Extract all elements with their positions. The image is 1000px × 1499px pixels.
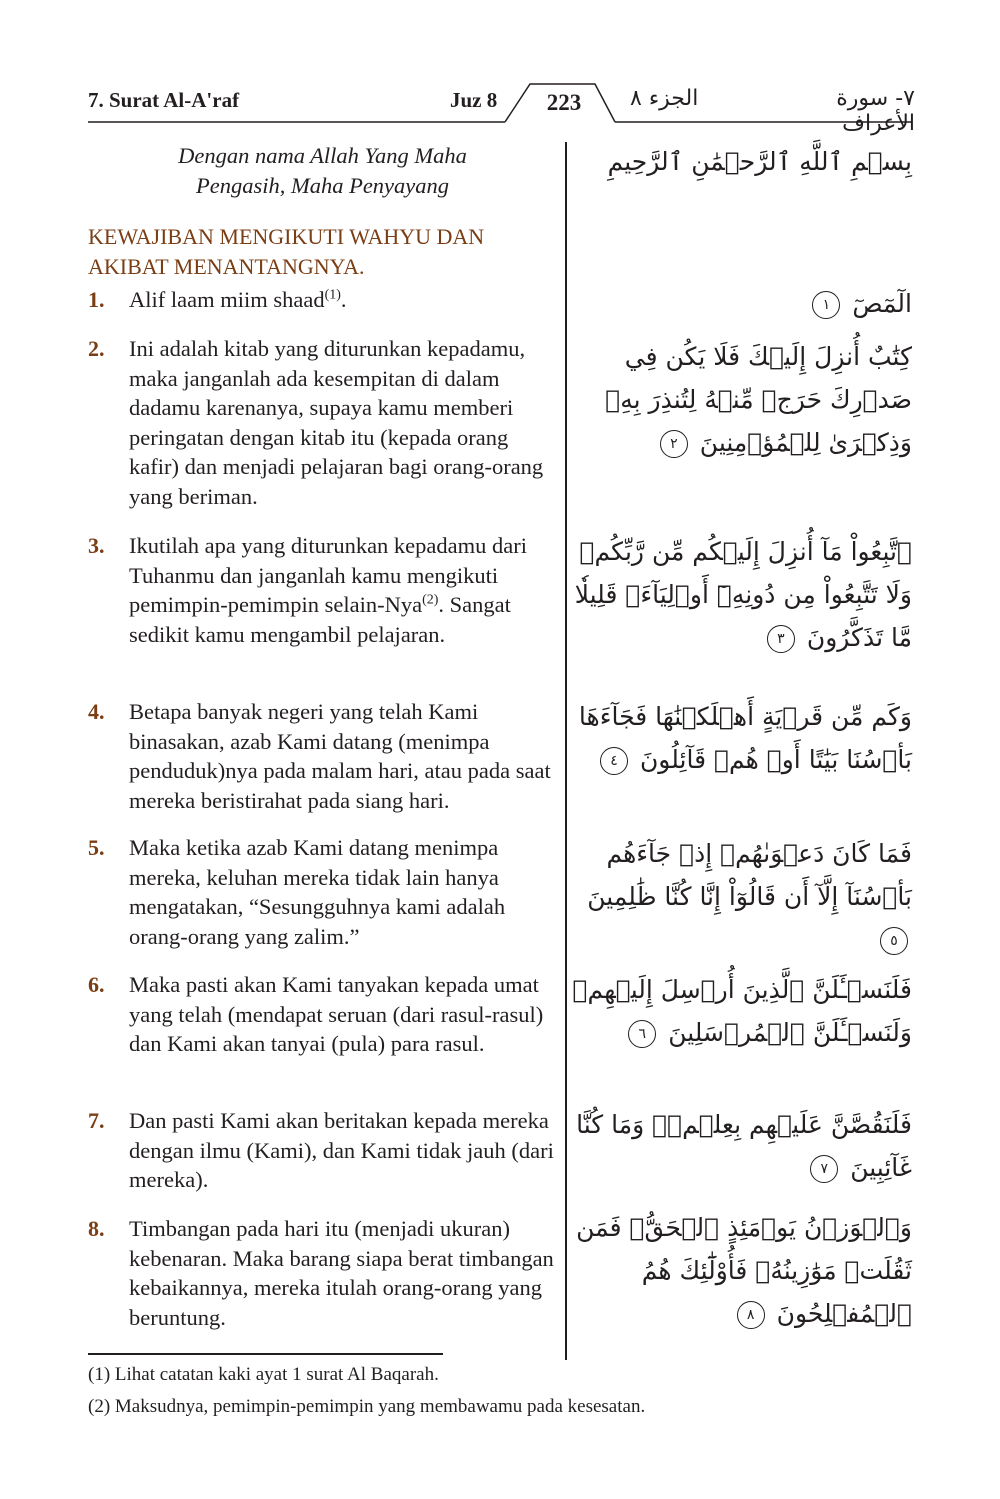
verse-arabic [572,282,912,325]
verse-text-after: . [340,287,347,312]
verse-text-after: . Sangat sedikit kamu mengambil pelajaran. [129,592,511,647]
section-title: KEWAJIBAN MENGIKUTI WAHYU DAN AKIBAT MENANTANGNYA. [88,224,485,279]
footnote-ref[interactable]: (1) [324,287,341,303]
header-surah-arabic: ٧- سورة الأعراف [836,86,915,136]
arabic-text: كِتَٰبٌ أُنزِلَ إِلَيۡكَ فَلَا يَكُن فِي صَدۡرِكَ حَرَجٞ مِّنۡهُ لِتُنذِرَ بِهِۦ وَذِكۡرَىٰ لِلۡمُؤۡمِنِينَ [605,342,912,457]
ayah-number-marker: ٢ [660,430,688,458]
verse-text: Ikutilah apa yang diturunkan kepadamu dari Tuhanmu dan janganlah kamu mengikuti pemimpin-pemimpin selain-Nya [129,533,527,617]
verse-number: 8. [88,1216,105,1241]
header-juz-latin: Juz 8 [450,88,498,112]
verse-text: Alif laam miim shaad [129,287,325,312]
column-divider [565,142,567,1360]
verse-arabic [572,1206,912,1335]
footnote-1: (1) Lihat catatan kaki ayat 1 surat Al Baqarah. [88,1364,439,1385]
verse-translation: Ini adalah kitab yang diturunkan kepadamu, maka janganlah ada kesempitan di dalam dadamu karenanya, supaya kamu memberi peringatan dengan kitab itu (kepada orang kafir) dan menjadi pelajaran bagi orang-orang yang beriman. [129,336,544,509]
arabic-text: الٓمٓصٓ [852,289,912,318]
basmala-translation [170,141,475,200]
verse-translation: Maka pasti akan Kami tanyakan kepada umat yang telah (mendapat seruan (dari rasul-rasul) dan Kami akan tanyai (pula) para rasul. [129,972,544,1056]
verse-arabic [572,530,912,659]
ayah-number-marker: ٥ [880,927,908,955]
verse-translation: Betapa banyak negeri yang telah Kami binasakan, azab Kami datang (menimpa penduduk)nya pada malam hari, atau pada saat mereka beristirahat pada siang hari. [129,699,551,813]
header-surah-latin: 7. Surat Al-A'raf [88,88,240,112]
arabic-text: وَكَم مِّن قَرۡيَةٍ أَهۡلَكۡنَٰهَا فَجَآءَهَا بَأۡسُنَا بَيَٰتًا أَوۡ هُمۡ قَآئِلُونَ [578,702,912,774]
footnote-rule [88,1353,443,1355]
basmala-line-2: Pengasih, Maha Penyayang [195,172,450,198]
verse-number: 6. [88,972,105,997]
arabic-text: فَلَنَقُصَّنَّ عَلَيۡهِم بِعِلۡمٖۖ وَمَا كُنَّا غَآئِبِينَ [576,1110,912,1182]
page-number: 223 [546,90,582,115]
arabic-text: ٱتَّبِعُواْ مَآ أُنزِلَ إِلَيۡكُم مِّن رَّبِّكُمۡ وَلَا تَتَّبِعُواْ مِن دُونِهِۦٓ أَوۡلِيَآءَۗ قَلِيلٗا مَّا تَذَكَّرُونَ [574,537,912,652]
verse-arabic [572,695,912,781]
verse-number: 5. [88,835,105,860]
verse-number: 1. [88,287,105,312]
verse-arabic [572,1103,912,1189]
verse-translation: Dan pasti Kami akan beritakan kepada mereka dengan ilmu (Kami), dan Kami tidak jauh (dari mereka). [129,1108,554,1192]
verse-number: 3. [88,533,105,558]
ayah-number-marker: ١ [812,291,840,319]
arabic-text: وَٱلۡوَزۡنُ يَوۡمَئِذٍ ٱلۡحَقُّۚ فَمَن ثَقُلَتۡ مَوَٰزِينُهُۥ فَأُوْلَٰٓئِكَ هُمُ ٱلۡمُفۡلِحُونَ [576,1213,912,1328]
ayah-number-marker: ٦ [628,1020,656,1048]
ayah-number-marker: ٧ [810,1155,838,1183]
ayah-number-marker: ٤ [600,747,628,775]
verse-arabic [572,335,912,464]
verse-translation [129,531,559,649]
ayah-number-marker: ٨ [737,1301,765,1329]
basmala-arabic: بِسۡمِ ٱللَّهِ ٱلرَّحۡمَٰنِ ٱلرَّحِيمِ [607,147,912,176]
footnote-ref[interactable]: (2) [422,592,439,608]
basmala-line-1: Dengan nama Allah Yang Maha [178,143,467,168]
verse-number: 2. [88,336,105,361]
arabic-text: فَمَا كَانَ دَعۡوَىٰهُمۡ إِذۡ جَآءَهُم بَأۡسُنَآ إِلَّآ أَن قَالُوٓاْ إِنَّا كُنَّا ظَٰلِمِينَ [587,839,912,911]
arabic-text: فَلَنَسۡـَٔلَنَّ ٱلَّذِينَ أُرۡسِلَ إِلَيۡهِمۡ وَلَنَسۡـَٔلَنَّ ٱلۡمُرۡسَلِينَ [572,975,912,1047]
verse-number: 4. [88,699,105,724]
verse-arabic [572,968,912,1054]
footnote-2: (2) Maksudnya, pemimpin-pemimpin yang membawamu pada kesesatan. [88,1396,646,1417]
verse-translation [129,285,559,315]
header-juz-arabic: الجزء ٨ [630,86,699,111]
verse-arabic [572,832,912,961]
verse-translation: Maka ketika azab Kami datang menimpa mereka, keluhan mereka tidak lain hanya mengatakan, “Sesungguhnya kami adalah orang-orang yang zalim.” [129,835,506,949]
verse-number: 7. [88,1108,105,1133]
ayah-number-marker: ٣ [767,625,795,653]
verse-translation: Timbangan pada hari itu (menjadi ukuran) kebenaran. Maka barang siapa berat timbangan kebaikannya, mereka itulah orang-orang yang beruntung. [129,1216,554,1330]
